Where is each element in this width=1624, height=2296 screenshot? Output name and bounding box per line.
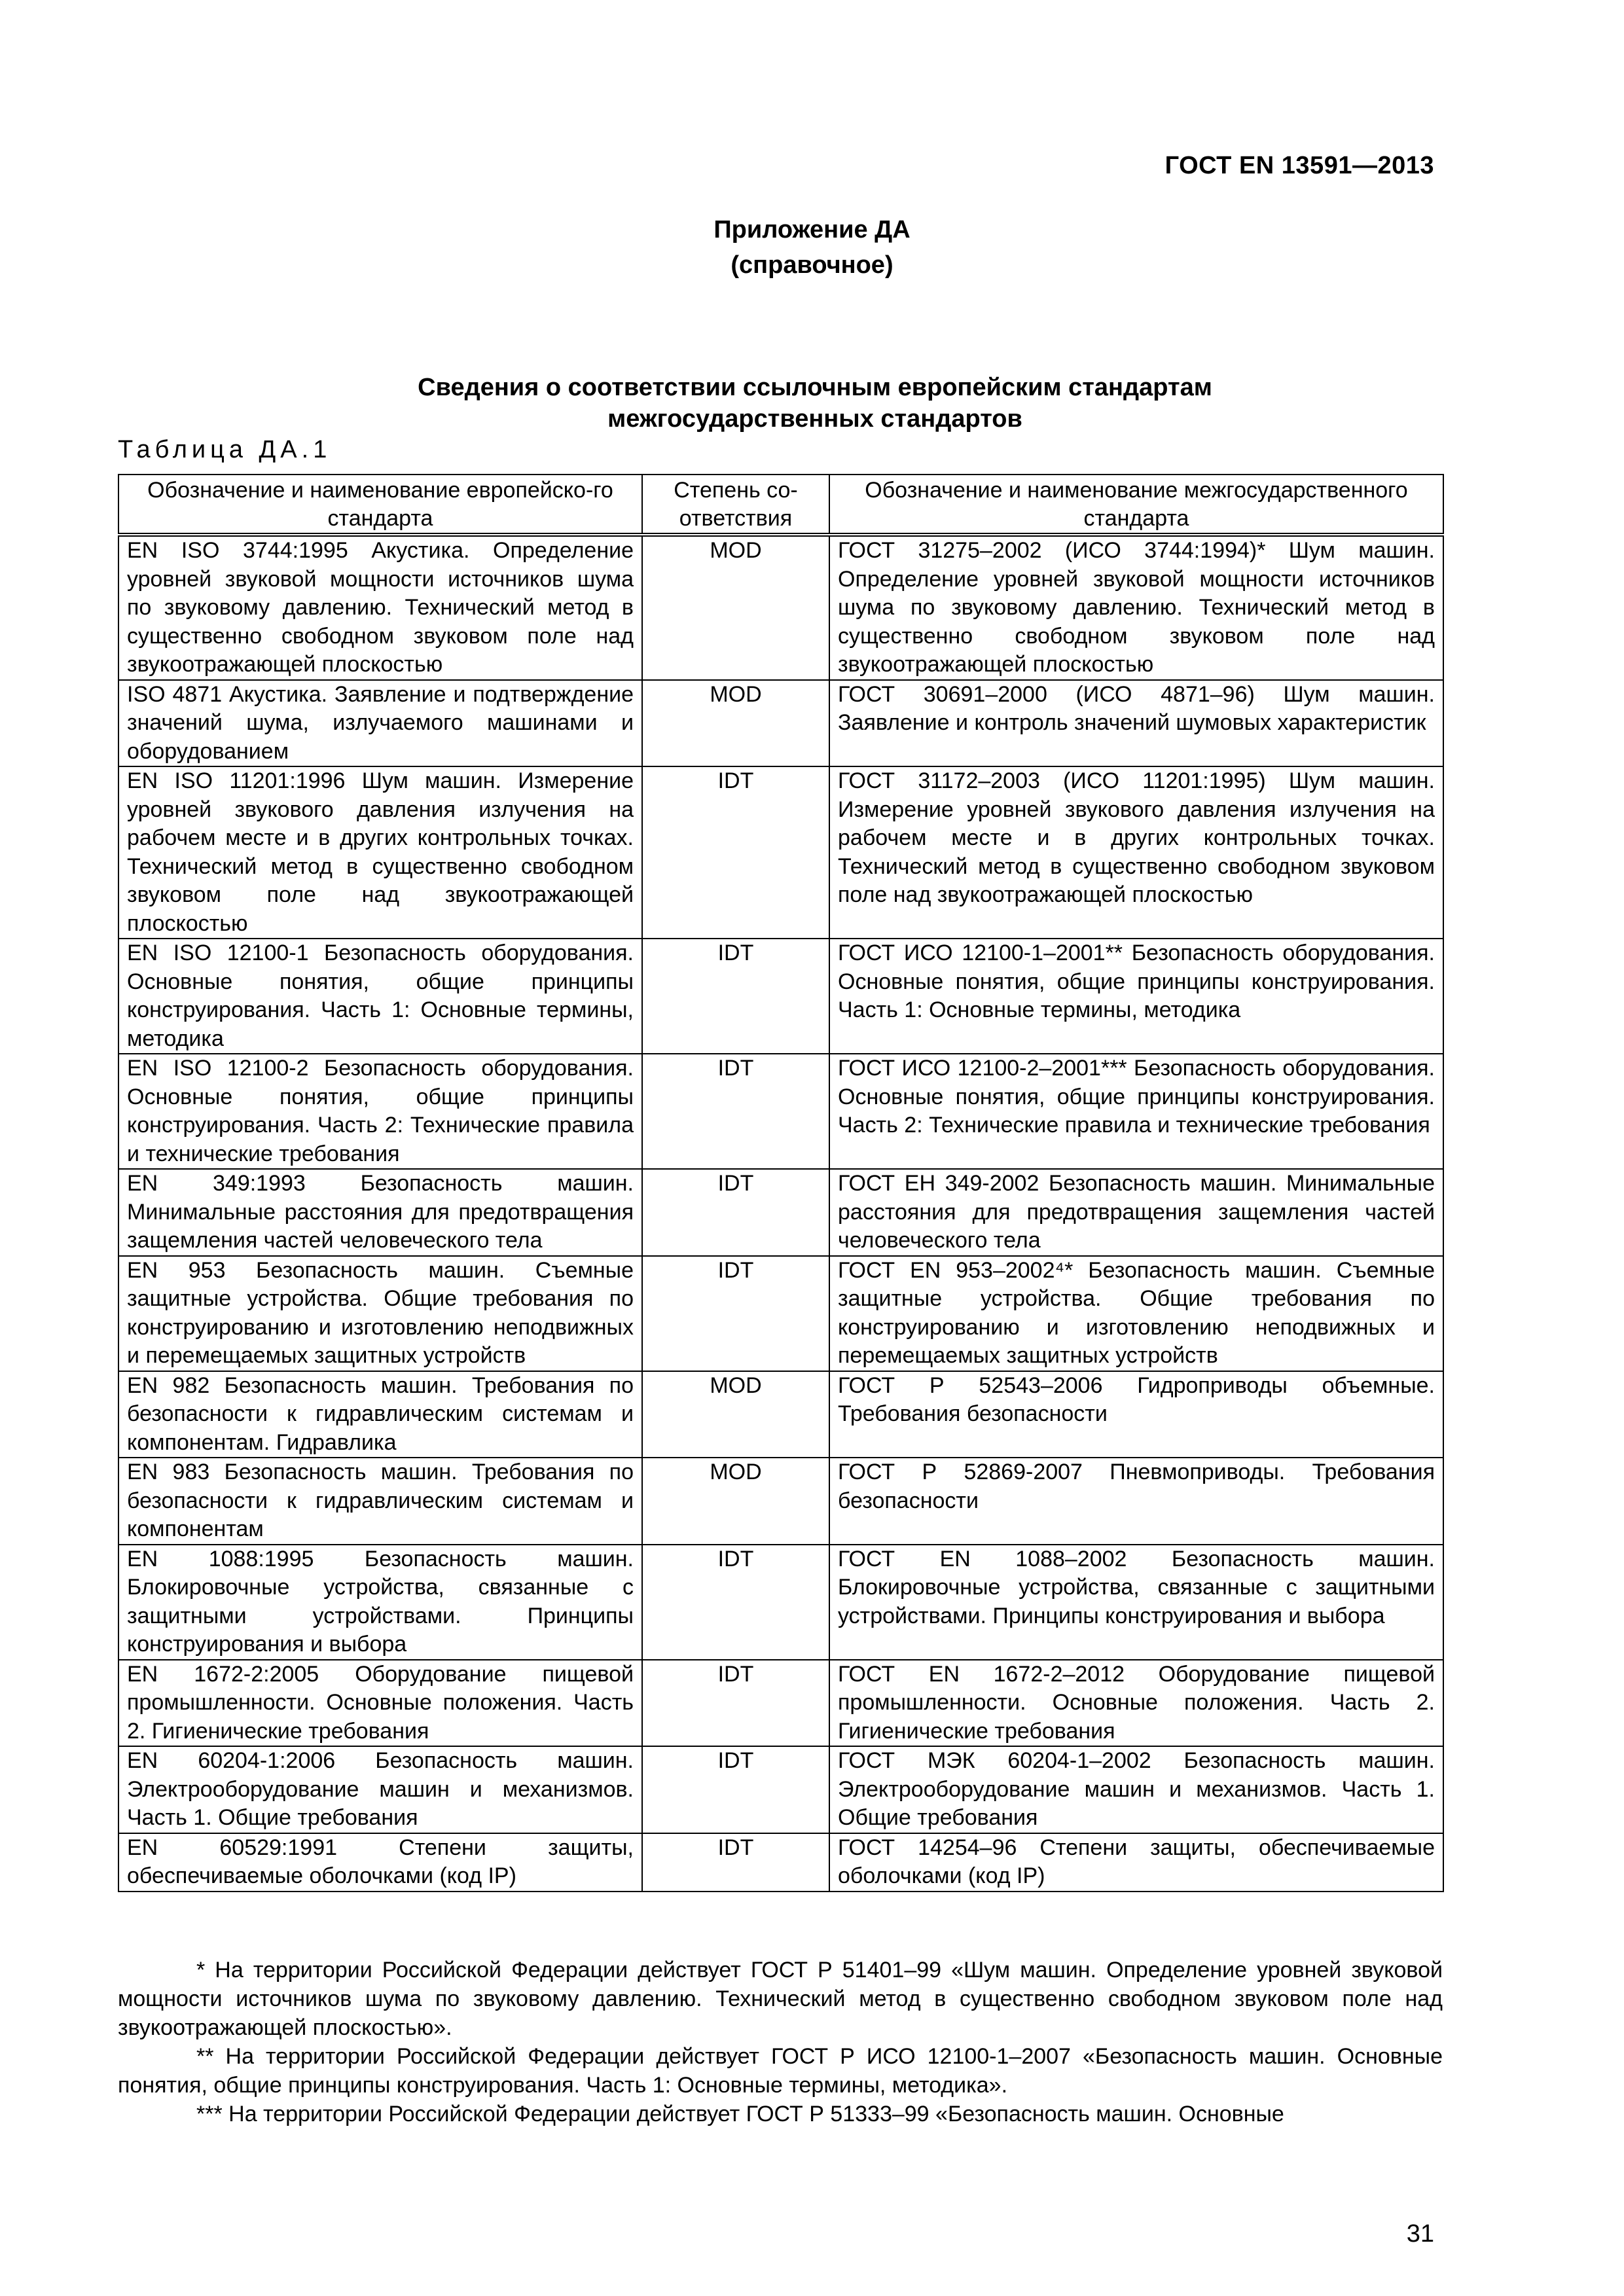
cell-interstate-standard: ГОСТ 30691–2000 (ИСО 4871–96) Шум машин. Заявление и контроль значений шумовых характеристик [829,680,1443,767]
cell-european-standard: ISO 4871 Акустика. Заявление и подтверждение значений шума, излучаемого машинами и оборудованием [118,680,642,767]
table-row [118,1746,1443,1833]
table-row [118,1371,1443,1458]
table-label: Таблица ДА.1 [118,436,332,463]
document-code: ГОСТ EN 13591—2013 [1164,152,1434,179]
cell-european-standard: EN 349:1993 Безопасность машин. Минимальные расстояния для предотвращения защемления частей человеческого тела [118,1169,642,1256]
cell-degree: IDT [642,1169,829,1256]
cell-european-standard: EN 60529:1991 Степени защиты, обеспечиваемые оболочками (код IP) [118,1833,642,1892]
cell-european-standard: EN 1672-2:2005 Оборудование пищевой промышленности. Основные положения. Часть 2. Гигиенические требования [118,1660,642,1747]
cell-interstate-standard: ГОСТ EN 953–2002⁴* Безопасность машин. Съемные защитные устройства. Общие требования по конструированию и изготовлению неподвижных и перемещаемых защитных устройств [829,1256,1443,1371]
footnote-1: * На территории Российской Федерации действует ГОСТ Р 51401–99 «Шум машин. Определение уровней звуковой мощности источников шума по звуковому давлению. Технический метод в существенно свободном звуковом поле над звукоотражающей плоскостью». [118,1958,1443,2040]
header-european-standard: Обозначение и наименование европейско-го стандарта [118,475,642,535]
cell-interstate-standard: ГОСТ 14254–96 Степени защиты, обеспечиваемые оболочками (код IP) [829,1833,1443,1892]
cell-degree: IDT [642,1054,829,1169]
footnotes [118,1956,1443,2128]
table-header-row [118,475,1443,535]
cell-degree: MOD [642,680,829,767]
table-row [118,1458,1443,1545]
table-row [118,1256,1443,1371]
table-row [118,680,1443,767]
cell-degree: IDT [642,939,829,1054]
cell-interstate-standard: ГОСТ ИСО 12100-1–2001** Безопасность оборудования. Основные понятия, общие принципы конструирования. Часть 1: Основные термины, методика [829,939,1443,1054]
header-degree: Степень со-ответствия [642,475,829,535]
page-number: 31 [1406,2220,1434,2248]
cell-european-standard: EN ISO 3744:1995 Акустика. Определение уровней звуковой мощности источников шума по звуковому давлению. Технический метод в существенно свободном звуковом поле над звукоотражающей плоскостью [118,535,642,680]
table-heading-line-2: межгосударственных стандартов [607,405,1022,433]
cell-degree: IDT [642,1746,829,1833]
cell-degree: MOD [642,535,829,680]
cell-degree: MOD [642,1458,829,1545]
cell-european-standard: EN 1088:1995 Безопасность машин. Блокировочные устройства, связанные с защитными устройствами. Принципы конструирования и выбора [118,1545,642,1660]
cell-interstate-standard: ГОСТ ЕН 349-2002 Безопасность машин. Минимальные расстояния для предотвращения защемления частей человеческого тела [829,1169,1443,1256]
table-heading [118,372,1512,435]
table-row [118,1833,1443,1892]
table-row [118,535,1443,680]
cell-interstate-standard: ГОСТ МЭК 60204-1–2002 Безопасность машин. Электрооборудование машин и механизмов. Часть 1. Общие требования [829,1746,1443,1833]
cell-interstate-standard: ГОСТ ИСО 12100-2–2001*** Безопасность оборудования. Основные понятия, общие принципы конструирования. Часть 2: Технические правила и технические требования [829,1054,1443,1169]
cell-degree: IDT [642,1660,829,1747]
footnote-3: *** На территории Российской Федерации действует ГОСТ Р 51333–99 «Безопасность машин. Основные [196,2102,1284,2126]
cell-degree: MOD [642,1371,829,1458]
table-row [118,939,1443,1054]
table-row [118,1054,1443,1169]
cell-european-standard: EN 983 Безопасность машин. Требования по безопасности к гидравлическим системам и компонентам [118,1458,642,1545]
cell-interstate-standard: ГОСТ 31275–2002 (ИСО 3744:1994)* Шум машин. Определение уровней звуковой мощности источников шума по звуковому давлению. Технический метод в существенно свободном звуковом поле над звукоотражающей плоскостью [829,535,1443,680]
table-row [118,1169,1443,1256]
cell-interstate-standard: ГОСТ EN 1672-2–2012 Оборудование пищевой промышленности. Основные положения. Часть 2. Гигиенические требования [829,1660,1443,1747]
cell-interstate-standard: ГОСТ 31172–2003 (ИСО 11201:1995) Шум машин. Измерение уровней звукового давления излучения на рабочем месте и в других контрольных точках. Технический метод в существенно свободном звуковом поле над звукоотражающей плоскостью [829,766,1443,939]
cell-interstate-standard: ГОСТ EN 1088–2002 Безопасность машин. Блокировочные устройства, связанные с защитными устройствами. Принципы конструирования и выбора [829,1545,1443,1660]
cell-degree: IDT [642,1256,829,1371]
appendix-title: Приложение ДА [713,216,911,243]
footnote-2: ** На территории Российской Федерации действует ГОСТ Р ИСО 12100-1–2007 «Безопасность машин. Основные понятия, общие принципы конструирования. Часть 1: Основные термины, методика». [118,2044,1443,2098]
appendix-subtitle: (справочное) [731,251,893,279]
table-row [118,1545,1443,1660]
cell-interstate-standard: ГОСТ Р 52543–2006 Гидроприводы объемные. Требования безопасности [829,1371,1443,1458]
cell-degree: IDT [642,1545,829,1660]
cell-european-standard: EN ISO 11201:1996 Шум машин. Измерение уровней звукового давления излучения на рабочем месте и в других контрольных точках. Технический метод в существенно свободном звуковом поле над звукоотражающей плоскостью [118,766,642,939]
cell-european-standard: EN ISO 12100-2 Безопасность оборудования. Основные понятия, общие принципы конструирования. Часть 2: Технические правила и технические требования [118,1054,642,1169]
table-heading-line-1: Сведения о соответствии ссылочным европейским стандартам [418,374,1212,401]
cell-european-standard: EN 60204-1:2006 Безопасность машин. Электрооборудование машин и механизмов. Часть 1. Общие требования [118,1746,642,1833]
cell-degree: IDT [642,1833,829,1892]
cell-european-standard: EN ISO 12100-1 Безопасность оборудования. Основные понятия, общие принципы конструирования. Часть 1: Основные термины, методика [118,939,642,1054]
table-row [118,766,1443,939]
cell-european-standard: EN 982 Безопасность машин. Требования по безопасности к гидравлическим системам и компонентам. Гидравлика [118,1371,642,1458]
header-interstate-standard: Обозначение и наименование межгосударственного стандарта [829,475,1443,535]
cell-interstate-standard: ГОСТ Р 52869-2007 Пневмоприводы. Требования безопасности [829,1458,1443,1545]
cell-degree: IDT [642,766,829,939]
table-row [118,1660,1443,1747]
cell-european-standard: EN 953 Безопасность машин. Съемные защитные устройства. Общие требования по конструированию и изготовлению неподвижных и перемещаемых защитных устройств [118,1256,642,1371]
correspondence-table [118,474,1444,1892]
